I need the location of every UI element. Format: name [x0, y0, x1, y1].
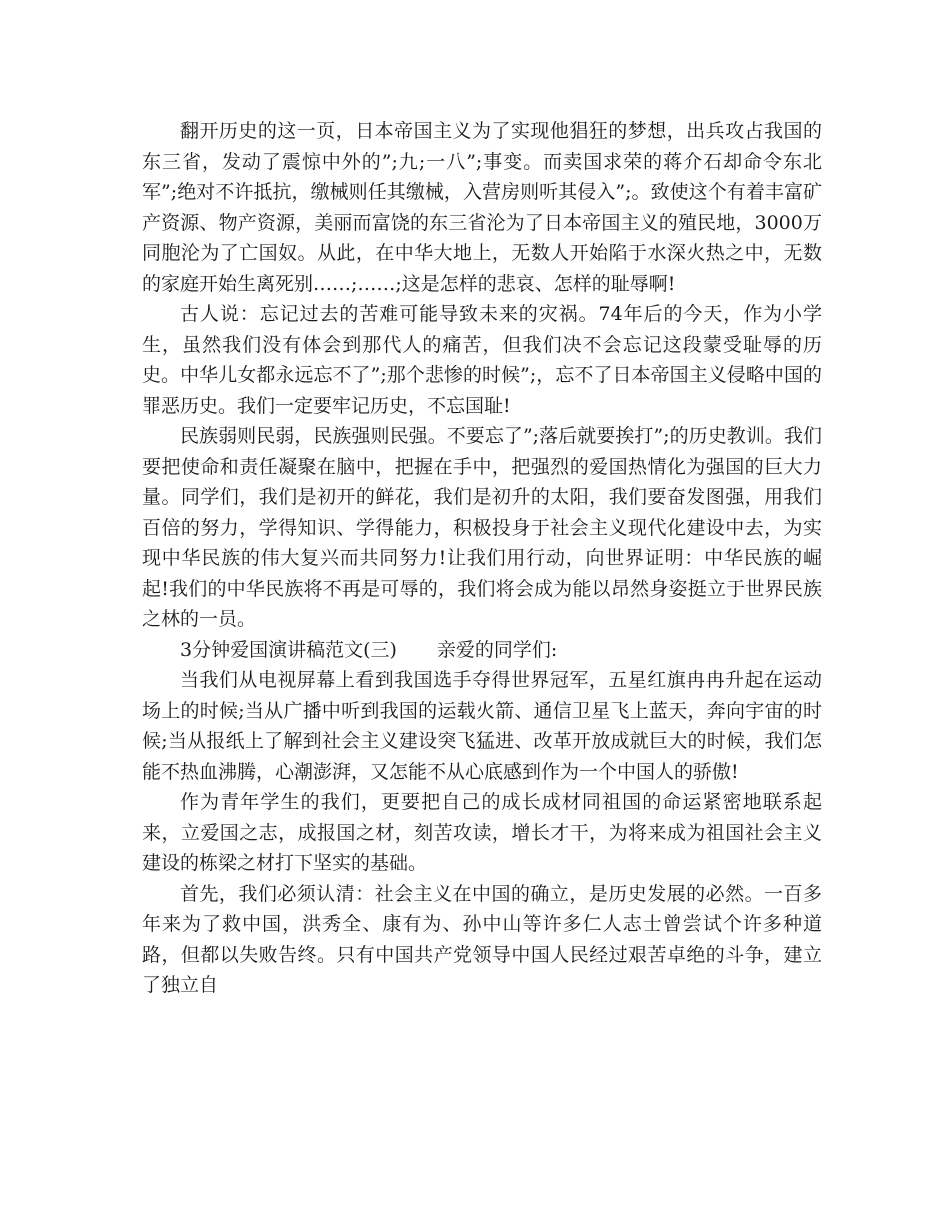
- paragraph: 民族弱则民弱，民族强则民强。不要忘了”;落后就要挨打”;的历史教训。我们要把使命和责任凝聚在脑中，把握在手中，把强烈的爱国热情化为强国的巨大力量。同学们，我们是初开的鲜花，我们是初升的太阳，我们要奋发图强，用我们百倍的努力，学得知识、学得能力，积极投身于社会主义现代化建设中去，为实现中华民族的伟大复兴而共同努力!让我们用行动，向世界证明：中华民族的崛起!我们的中华民族将不再是可辱的，我们将会成为能以昂然身姿挺立于世界民族之林的一员。: [142, 425, 822, 630]
- paragraph: 古人说：忘记过去的苦难可能导致未来的灾祸。74年后的今天，作为小学生，虽然我们没有体会到那代人的痛苦，但我们决不会忘记这段蒙受耻辱的历史。中华儿女都永远忘不了”;那个悲惨的时候”;，忘不了日本帝国主义侵略中国的罪恶历史。我们一定要牢记历史，不忘国耻!: [142, 303, 822, 417]
- paragraph: 翻开历史的这一页，日本帝国主义为了实现他猖狂的梦想，出兵攻占我国的东三省，发动了震惊中外的”;九;一八”;事变。而卖国求荣的蒋介石却命令东北军”;绝对不许抵抗，缴械则任其缴械，入营房则听其侵入”;。致使这个有着丰富矿产资源、物产资源，美丽而富饶的东三省沦为了日本帝国主义的殖民地，3000万同胞沦为了亡国奴。从此，在中华大地上，无数人开始陷于水深火热之中，无数的家庭开始生离死别……;……;这是怎样的悲哀、怎样的耻辱啊!: [142, 120, 822, 295]
- section-title: 3分钟爱国演讲稿范文(三): [180, 638, 397, 661]
- paragraph: 首先，我们必须认清：社会主义在中国的确立，是历史发展的必然。一百多年来为了救中国，洪秀全、康有为、孙中山等许多仁人志士曾尝试个许多种道路，但都以失败告终。只有中国共产党领导中国人民经过艰苦卓绝的斗争，建立了独立自: [142, 882, 822, 996]
- body-text: [142, 116, 822, 1001]
- salutation: 亲爱的同学们:: [436, 638, 558, 661]
- paragraph: 作为青年学生的我们，更要把自己的成长成材同祖国的命运紧密地联系起来，立爱国之志，成报国之材，刻苦攻读，增长才干，为将来成为祖国社会主义建设的栋梁之材打下坚实的基础。: [142, 791, 822, 874]
- paragraph: 当我们从电视屏幕上看到我国选手夺得世界冠军，五星红旗冉冉升起在运动场上的时候;当从广播中听到我国的运载火箭、通信卫星飞上蓝天，奔向宇宙的时候;当从报纸上了解到社会主义建设突飞猛进、改革开放成就巨大的时候，我们怎能不热血沸腾，心潮澎湃，又怎能不从心底感到作为一个中国人的骄傲!: [142, 669, 822, 783]
- section-heading-line: [142, 635, 822, 666]
